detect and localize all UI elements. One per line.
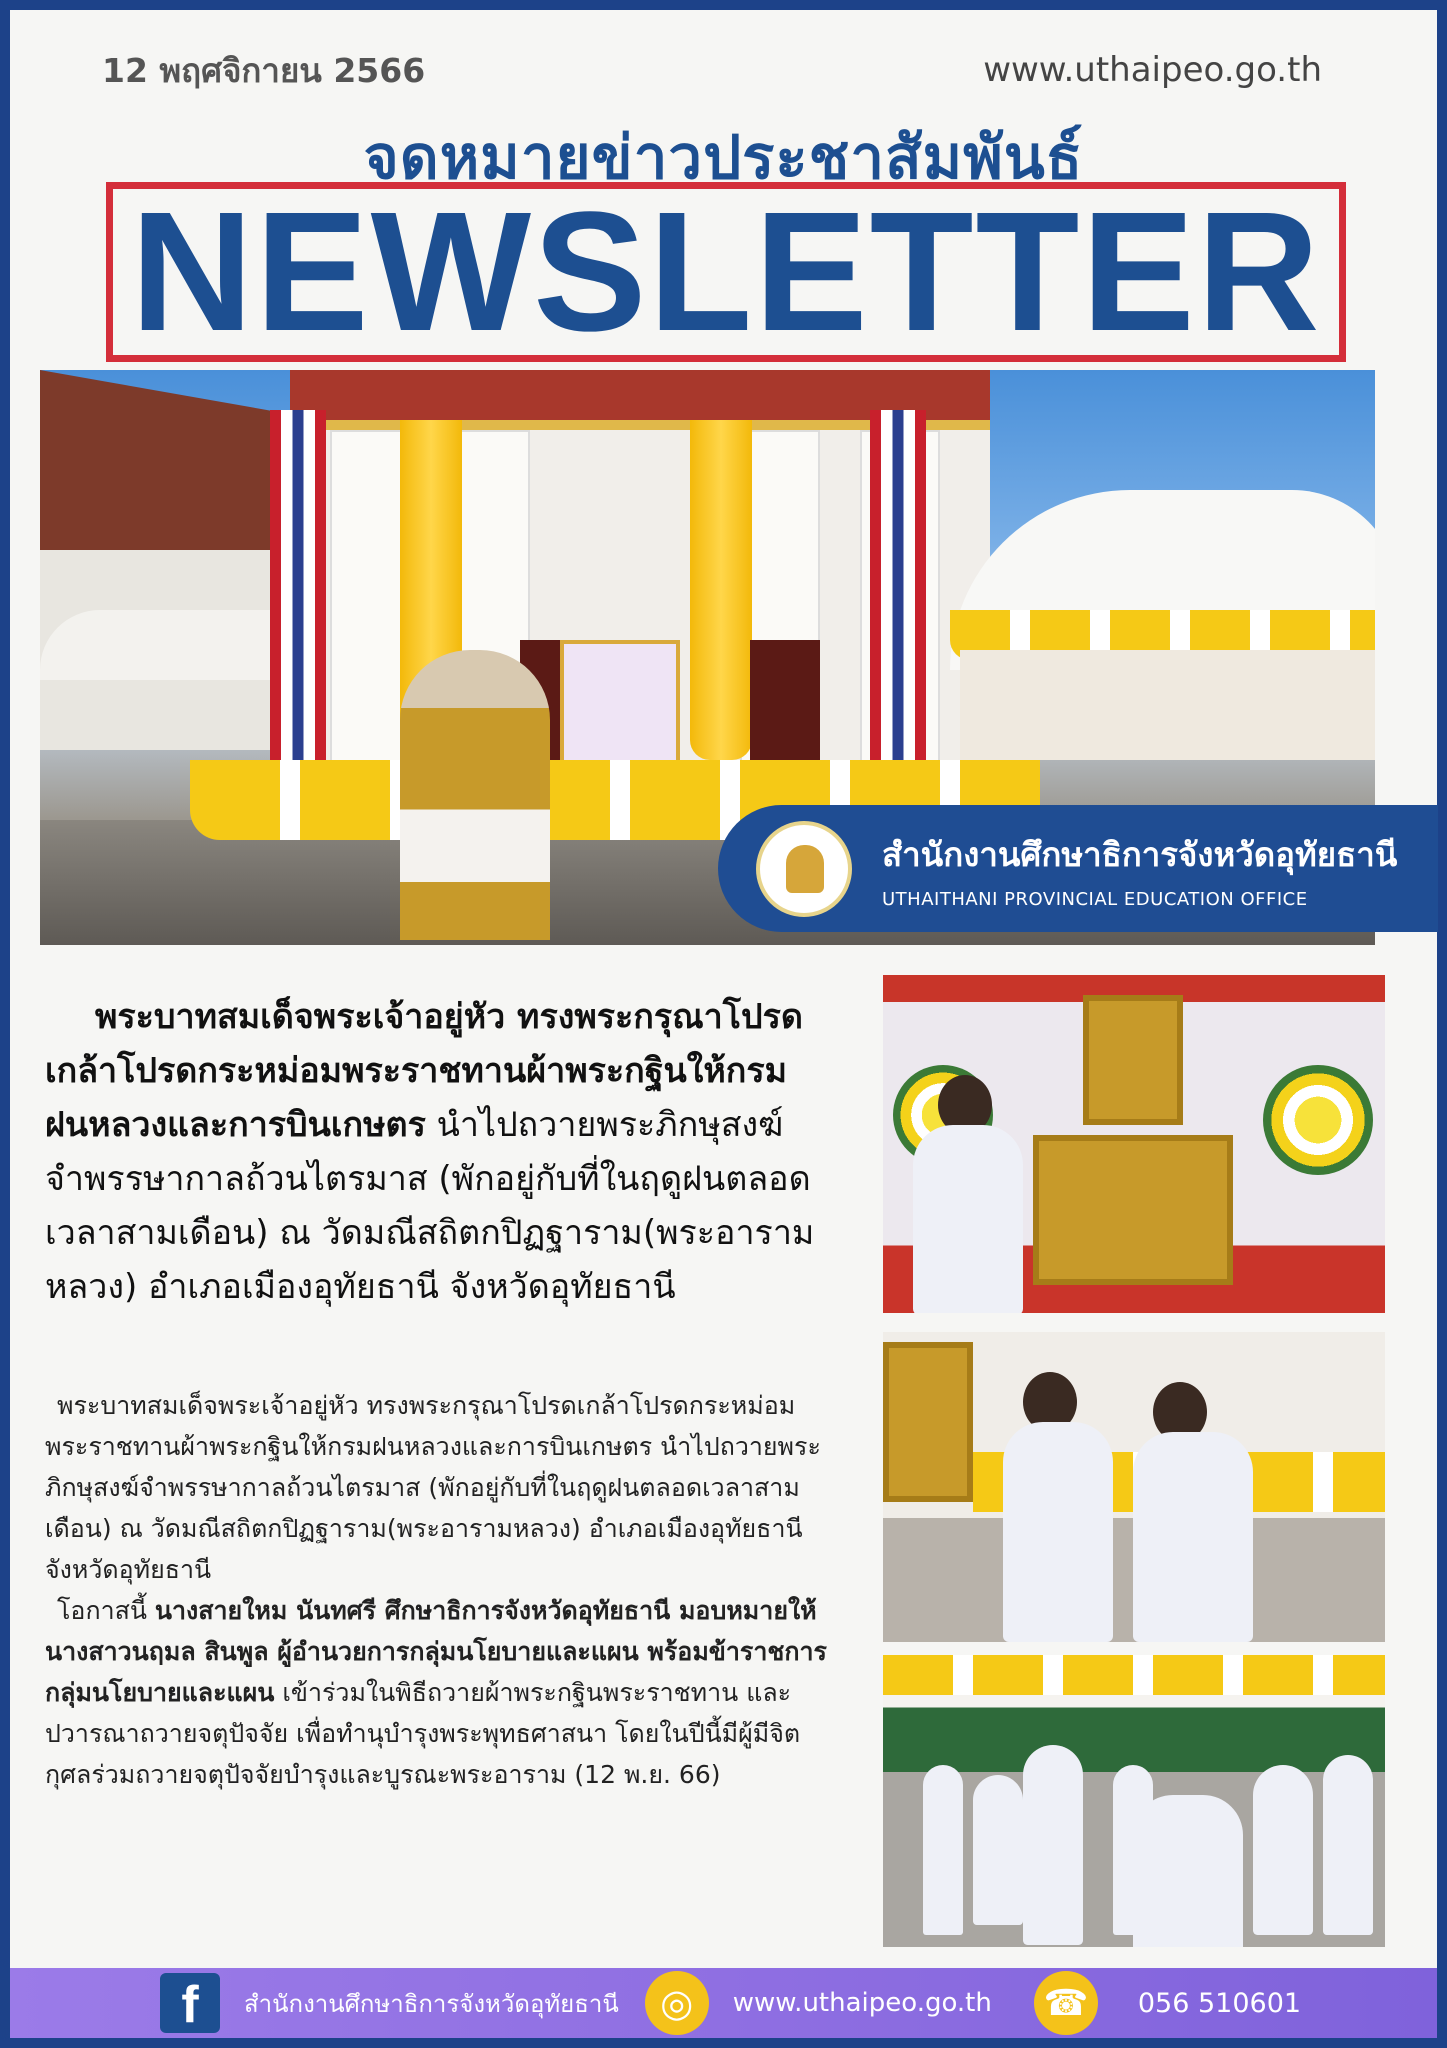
article-headline bbox=[45, 990, 815, 1314]
phone-icon: ☎ bbox=[1034, 1971, 1098, 2035]
facebook-icon[interactable]: f bbox=[160, 1973, 220, 2033]
headline-bold: พระบาทสมเด็จพระเจ้าอยู่หัว ทรงพระกรุณาโปรดเกล้าโปรดกระหม่อมพระราชทานผ้าพระกฐินให้กรมฝนหลวงและการบินเกษตร bbox=[45, 997, 803, 1145]
org-seal-logo bbox=[756, 821, 852, 917]
headline-rest: นำไปถวายพระภิกษุสงฆ์จำพรรษากาลถ้วนไตรมาส (พักอยู่กับที่ในฤดูฝนตลอดเวลาสามเดือน) ณ วัดมณีสถิตกปิฏฐาราม(พระอารามหลวง) อำเภอเมืองอุทัยธานี จังหวัดอุทัยธานี bbox=[45, 1105, 815, 1307]
footer-facebook-page[interactable]: สำนักงานศึกษาธิการจังหวัดอุทัยธานี bbox=[244, 1989, 619, 2018]
photo-ceremony-attendees bbox=[883, 1655, 1385, 1947]
footer-phone[interactable]: 056 510601 bbox=[1137, 1987, 1302, 2019]
website-url-header[interactable]: www.uthaipeo.go.th bbox=[983, 50, 1322, 90]
newsletter-title: NEWSLETTER bbox=[130, 177, 1322, 367]
org-name-english: UTHAITHANI PROVINCIAL EDUCATION OFFICE bbox=[882, 888, 1308, 910]
footer-website[interactable]: www.uthaipeo.go.th bbox=[732, 1988, 992, 2018]
publish-date: 12 พฤศจิกายน 2566 bbox=[102, 51, 426, 90]
photo-official-at-altar bbox=[883, 975, 1385, 1313]
newsletter-title-frame bbox=[106, 177, 1346, 367]
photo-two-officials bbox=[883, 1332, 1385, 1642]
org-name-thai: สำนักงานศึกษาธิการจังหวัดอุทัยธานี bbox=[882, 834, 1398, 874]
article-body bbox=[45, 1385, 835, 1795]
org-banner bbox=[718, 805, 1438, 932]
body-paragraph-2: โอกาสนี้ นางสายใหม นันทศรี ศึกษาธิการจังหวัดอุทัยธานี มอบหมายให้นางสาวนฤมล สินพูล ผู้อำนวยการกลุ่มนโยบายและแผน พร้อมข้าราชการกลุ่มนโยบายและแผน เข้าร่วมในพิธีถวายผ้าพระกฐินพระราชทาน และปวารณาถวายจตุปัจจัย เพื่อทำนุบำรุงพระพุทธศาสนา โดยในปีนี้มีผู้มีจิตกุศลร่วมถวายจตุปัจจัยบำรุงและบูรณะพระอาราม (12 พ.ย. 66) bbox=[45, 1596, 827, 1789]
footer-bar bbox=[10, 1968, 1437, 2038]
globe-icon: ◎ bbox=[645, 1971, 709, 2035]
body-paragraph-1: พระบาทสมเด็จพระเจ้าอยู่หัว ทรงพระกรุณาโปรดเกล้าโปรดกระหม่อมพระราชทานผ้าพระกฐินให้กรมฝนหลวงและการบินเกษตร นำไปถวายพระภิกษุสงฆ์จำพรรษากาลถ้วนไตรมาส (พักอยู่กับที่ในฤดูฝนตลอดเวลาสามเดือน) ณ วัดมณีสถิตกปิฏฐาราม(พระอารามหลวง) อำเภอเมืองอุทัยธานี จังหวัดอุทัยธานี bbox=[45, 1391, 821, 1584]
thai-title: จดหมายข่าวประชาสัมพันธ์ bbox=[363, 123, 1084, 193]
